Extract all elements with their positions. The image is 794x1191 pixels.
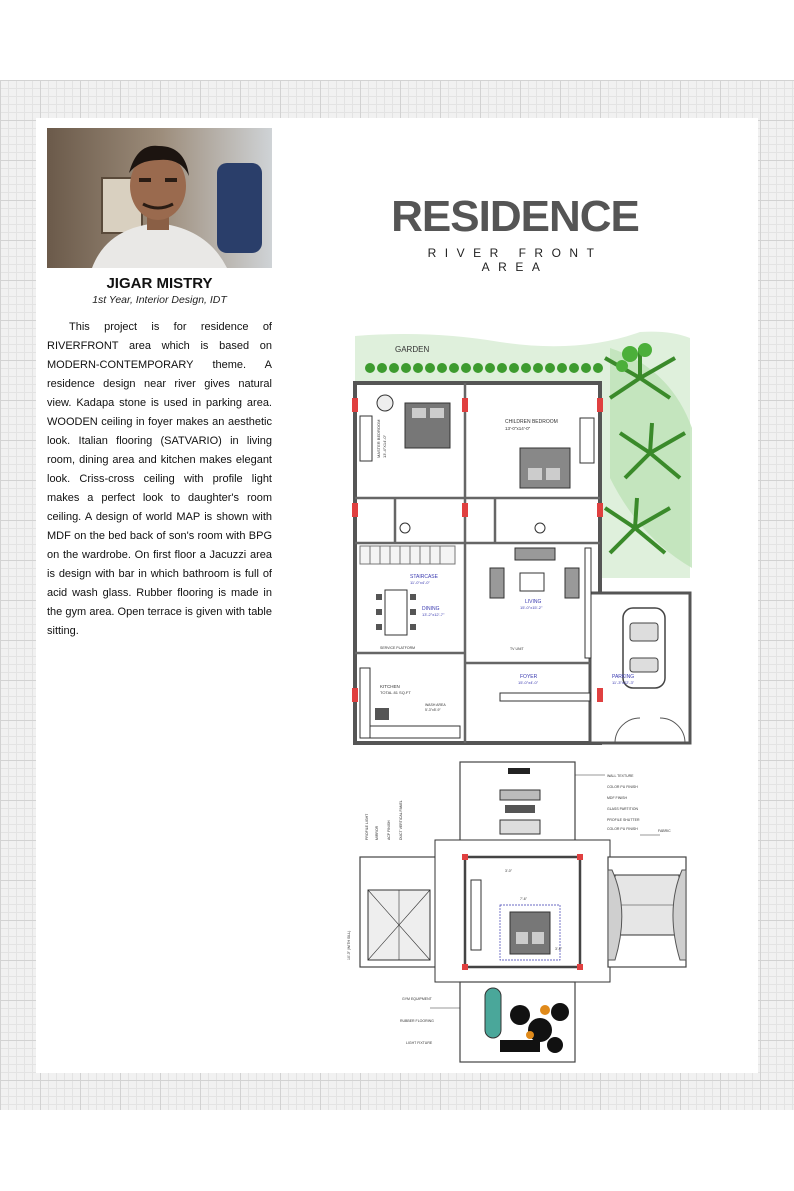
room-elevation-drawing	[340, 760, 690, 1065]
project-description: This project is for residence of RIVERFRONT area which is based on MODERN-CONTEMPORARY theme. A residence design near river gives natural view. Kadapa stone is used in parking area. WOODEN ceiling in foyer makes an aesthetic look. Italian flooring (SATVARIO) in living room, dining area and kitchen makes elegant look. Criss-cross ceiling with profile light makes a perfect look to daughter's room ceiling. A design of world MAP is shown with MDF on the bed back of son's room with BPG on the wardrobe. On first floor a Jacuzzi area is design with bar in which bathroom is full of acid wash glass. Rubber flooring is made in the gym area. Open terrace is given with table sitting.	[47, 321, 272, 637]
children-bedroom-size: 13'-0"x14'-0"	[505, 426, 531, 431]
label-light-fixture: LIGHT FIXTURE	[406, 1041, 433, 1045]
living-label: LIVING	[525, 599, 542, 605]
children-bed	[520, 448, 570, 488]
coffee-table	[520, 573, 544, 591]
label-profile-shutter: PROFILE SHUTTER	[607, 818, 640, 822]
master-wardrobe	[360, 416, 372, 461]
foyer-console	[500, 693, 590, 701]
sofa-right	[565, 568, 579, 598]
sofa-top	[515, 548, 555, 560]
parking-size: 11'-3"x22'-3"	[612, 680, 635, 685]
dining-size: 13'-2"x12'-7"	[422, 612, 445, 617]
page-subtitle: RIVER FRONT AREA	[427, 246, 603, 274]
label-gym-equipment: GYM EQUIPMENT	[402, 997, 432, 1001]
garden-label: GARDEN	[395, 345, 430, 354]
living-size: 15'-0"x15'-2"	[520, 605, 543, 610]
author-subtitle: 1st Year, Interior Design, IDT	[92, 294, 227, 306]
label-mirror: MIRROR	[375, 825, 379, 840]
staircase-size: 11'-0"x4'-0"	[410, 580, 430, 585]
toilet-1	[400, 523, 410, 533]
kitchen-size: TOTAL 81 SQ.FT	[380, 690, 411, 695]
label-glass-partition: GLASS PARTITION	[607, 807, 638, 811]
wash-area-label: WASH AREA	[425, 703, 446, 707]
parking-label: PARKING	[612, 674, 635, 680]
foyer-size: 15'-0"x4'-0"	[518, 680, 539, 685]
stove	[375, 708, 389, 720]
lounge-chair	[377, 395, 393, 411]
staircase-label: STAIRCASE	[410, 574, 438, 580]
dim-b: 7'-6"	[520, 897, 527, 901]
toilet-2	[535, 523, 545, 533]
label-wall-texture: WALL TEXTURE	[607, 774, 634, 778]
tv-unit-label: TV UNIT	[510, 647, 524, 651]
author-name: JIGAR MISTRY	[106, 275, 213, 292]
portrait-photo	[47, 128, 272, 268]
label-color-pu-finish-2: COLOR PU FINISH	[607, 827, 638, 831]
staircase-steps	[360, 546, 455, 564]
label-duct-vertical-panel: DUCT VERTICAL PANEL	[399, 800, 403, 840]
dining-label: DINING	[422, 606, 440, 612]
jacuzzi-tub	[485, 988, 501, 1038]
children-wardrobe	[580, 418, 594, 463]
dining-table	[385, 590, 407, 635]
ground-floor-plan	[340, 328, 700, 748]
sofa-left	[490, 568, 504, 598]
foyer-label: FOYER	[520, 674, 538, 680]
kitchen-counter-bottom	[370, 726, 460, 738]
label-color-pu-finish: COLOR PU FINISH	[607, 785, 638, 789]
wash-area-size: 5'-3"x5'-9"	[425, 708, 441, 712]
label-dimension: 10'-3" (WITH SILL)	[347, 930, 351, 960]
kitchen-counter-left	[360, 668, 370, 738]
kitchen-label: KITCHEN	[380, 684, 400, 689]
label-rubber-flooring: RUBBER FLOORING	[400, 1019, 434, 1023]
label-fabric: FABRIC	[658, 829, 671, 833]
service-platform-label: SERVICE PLATFORM	[380, 646, 416, 650]
label-acp-finish: ACP FINISH	[387, 820, 391, 840]
page-title: RESIDENCE	[391, 192, 639, 241]
label-profile-light: PROFILE LIGHT	[365, 813, 369, 840]
tv-unit	[585, 548, 591, 658]
ac-unit	[508, 768, 530, 774]
label-mdf-finish: MDF FINISH	[607, 796, 628, 800]
master-bedroom-size: 13'-4"X14'-0"	[382, 434, 387, 458]
dim-a: 3'-0"	[505, 869, 512, 873]
children-bedroom-label: CHILDREN BEDROOM	[505, 419, 558, 425]
master-bedroom-label: MASTER BEDROOM	[376, 419, 381, 458]
dim-c: 3'-6"	[555, 947, 562, 951]
plan-wardrobe	[471, 880, 481, 950]
